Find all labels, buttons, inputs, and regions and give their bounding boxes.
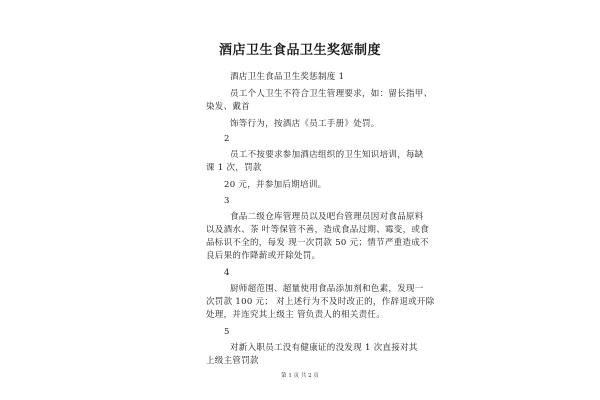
text-line: 上级主管罚款	[206, 356, 259, 366]
text-line: 处理，并连究其上级主 管负责人的相关责任。	[206, 310, 386, 320]
text-line: 以及酒水、茶 叶等保管不善，造成食品过期、霉变，或食	[206, 225, 430, 235]
text-line: 对新入职员工没有健康证的没发现 1 次直接对其	[230, 343, 418, 353]
text-line: 品标识不全的，每发 现一次罚款 50 元；情节严重造成不	[206, 238, 429, 248]
document-title: 酒店卫生食品卫生奖惩制度	[218, 43, 381, 58]
text-line: 次罚款 100 元； 对上述行为不及时改正的，作辞退或开除	[206, 297, 435, 307]
text-line: 3	[224, 196, 230, 206]
text-line: 员工个人卫生不符合卫生管理要求，如：留长指甲、	[230, 89, 433, 99]
text-line: 2	[224, 134, 230, 144]
text-line: 20 元，并参加后期培训。	[224, 180, 327, 190]
text-line: 员工不按要求参加酒店组织的卫生知识培训，每缺	[230, 150, 424, 160]
text-line: 厨师超范围、超量使用食品添加剂和色素，发现一	[230, 284, 424, 294]
text-line: 饰等行为，按酒店《员工手册》处罚。	[230, 119, 380, 129]
text-line: 良后果的作降薪或开除处罚。	[206, 251, 321, 261]
text-line: 5	[224, 327, 230, 337]
text-line: 4	[224, 268, 230, 278]
text-line: 染发、戴首	[206, 102, 251, 112]
text-line: 酒店卫生食品卫生奖惩制度 1	[230, 72, 345, 82]
text-line: 食品二级仓库管理员以及吧台管理员因对食品原料	[230, 212, 424, 222]
page-footer: 第 1 页 共 2 页	[281, 373, 319, 379]
text-line: 课 1 次，罚款	[206, 163, 262, 173]
